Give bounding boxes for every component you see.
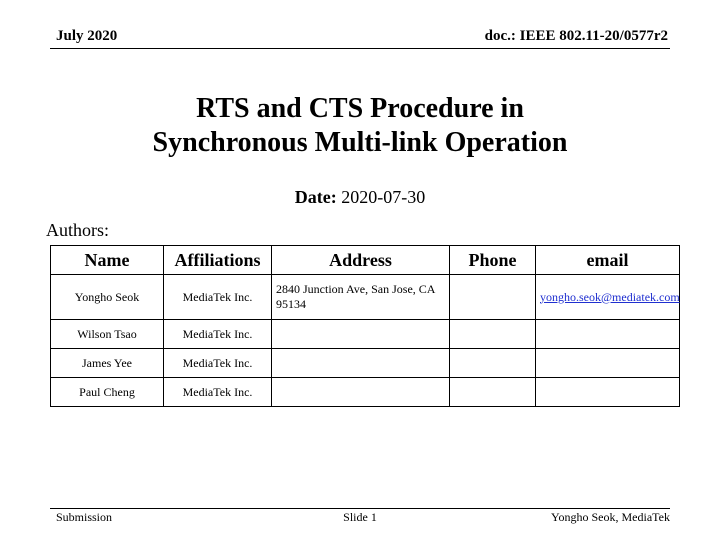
cell-email <box>536 349 680 378</box>
cell-address <box>272 320 450 349</box>
date-label: Date: <box>294 187 337 207</box>
table-header-row <box>51 246 680 275</box>
cell-email <box>536 378 680 407</box>
title-line-2: Synchronous Multi-link Operation <box>152 127 568 158</box>
table-row <box>51 320 680 349</box>
title-line-1: RTS and CTS Procedure in <box>196 93 524 124</box>
header-date: July 2020 <box>56 28 118 44</box>
authors-label: Authors: <box>46 220 109 240</box>
cell-email <box>536 320 680 349</box>
email-link[interactable]: yongho.seok@mediatek.com <box>540 289 680 304</box>
footer-author: Yongho Seok, MediaTek <box>551 510 670 524</box>
date-line <box>0 187 720 208</box>
col-header-name: Name <box>51 246 164 275</box>
cell-phone <box>450 275 536 320</box>
cell-address <box>272 378 450 407</box>
slide-title <box>0 92 720 160</box>
cell-affiliation: MediaTek Inc. <box>164 349 272 378</box>
authors-table <box>50 245 680 407</box>
table-row <box>51 275 680 320</box>
col-header-affiliations: Affiliations <box>164 246 272 275</box>
cell-affiliation: MediaTek Inc. <box>164 275 272 320</box>
cell-affiliation: MediaTek Inc. <box>164 378 272 407</box>
header-divider <box>50 48 670 49</box>
cell-name: Paul Cheng <box>51 378 164 407</box>
col-header-email: email <box>536 246 680 275</box>
table-row <box>51 349 680 378</box>
cell-name: Wilson Tsao <box>51 320 164 349</box>
cell-phone <box>450 378 536 407</box>
cell-affiliation: MediaTek Inc. <box>164 320 272 349</box>
footer-submission: Submission <box>56 510 113 524</box>
col-header-phone: Phone <box>450 246 536 275</box>
cell-name: James Yee <box>51 349 164 378</box>
cell-address: 2840 Junction Ave, San Jose, CA 95134 <box>272 275 450 320</box>
col-header-address: Address <box>272 246 450 275</box>
header-doc-id: doc.: IEEE 802.11-20/0577r2 <box>484 28 668 44</box>
footer-slide-number: Slide 1 <box>343 510 377 524</box>
cell-name: Yongho Seok <box>51 275 164 320</box>
table-row <box>51 378 680 407</box>
date-value: 2020-07-30 <box>341 187 426 207</box>
cell-email <box>536 275 680 320</box>
cell-phone <box>450 349 536 378</box>
footer-divider <box>50 508 670 509</box>
cell-phone <box>450 320 536 349</box>
cell-address <box>272 349 450 378</box>
